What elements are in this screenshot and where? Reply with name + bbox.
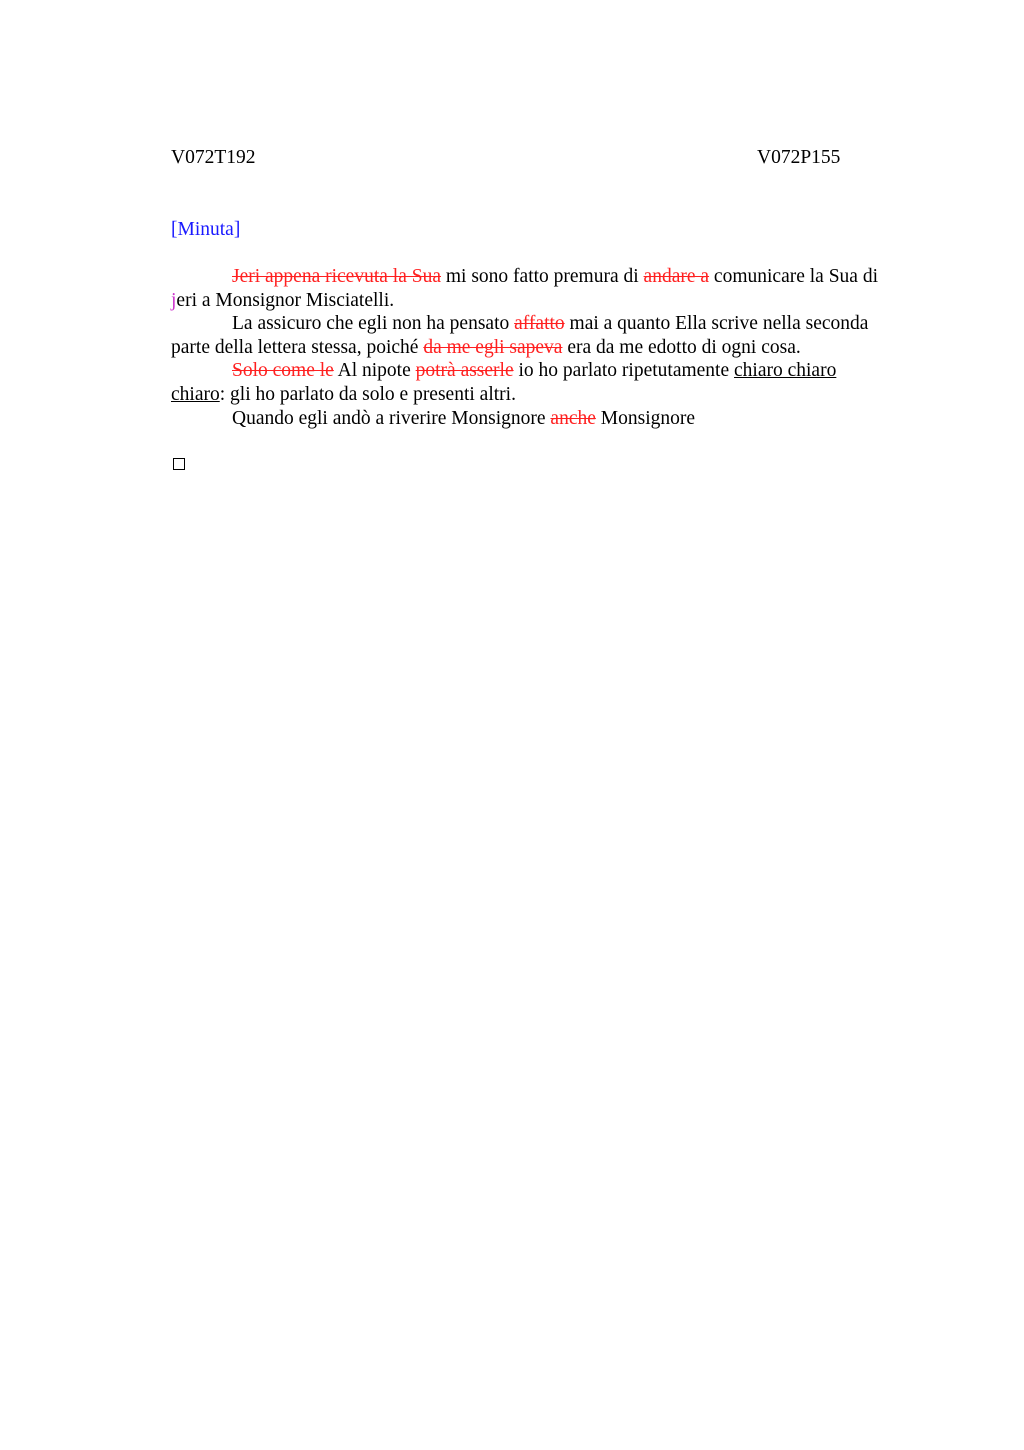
text-span: parte della lettera stessa, poiché — [171, 336, 424, 358]
text-span: era da me edotto di ogni cosa. — [562, 336, 801, 358]
text-span: Quando egli andò a riverire Monsignore — [232, 407, 551, 429]
deleted-text: Jeri appena ricevuta la Sua — [232, 266, 441, 287]
square-marker-icon — [173, 458, 185, 470]
text-line-3 — [171, 312, 917, 336]
inserted-text: j — [171, 289, 177, 311]
text-line-6 — [171, 383, 917, 407]
underlined-text: chiaro chiaro — [734, 360, 837, 382]
text-span: comunicare la Sua di — [709, 266, 878, 287]
text-line-2 — [171, 289, 917, 313]
text-line-1 — [171, 265, 917, 289]
deleted-text: anche — [550, 407, 596, 429]
deleted-text: Solo come le — [232, 360, 334, 382]
minuta-label: [Minuta] — [171, 219, 241, 240]
deleted-text: affatto — [514, 313, 565, 335]
deleted-text: da me egli sapeva — [423, 336, 563, 358]
text-span: mi sono fatto premura di — [441, 266, 644, 287]
document-code-left: V072T192 — [171, 147, 256, 168]
text-span: Al nipote — [333, 360, 416, 382]
text-line-4 — [171, 336, 917, 360]
text-line-5 — [171, 359, 917, 383]
text-span: : gli ho parlato da solo e presenti altri. — [219, 383, 516, 405]
text-span: La assicuro che egli non ha pensato — [232, 313, 515, 335]
text-span: Monsignore — [595, 407, 696, 429]
text-span: mai a quanto Ella scrive nella seconda — [564, 313, 869, 335]
text-span: eri a Monsignor Misciatelli. — [176, 289, 395, 311]
deleted-text: potrà asserle — [415, 360, 514, 382]
letter-body — [171, 265, 917, 430]
deleted-text: andare a — [643, 266, 710, 287]
text-span: io ho parlato ripetutamente — [513, 360, 735, 382]
document-code-right: V072P155 — [757, 147, 841, 168]
underlined-text: chiaro — [171, 383, 220, 405]
text-line-7 — [171, 407, 917, 431]
